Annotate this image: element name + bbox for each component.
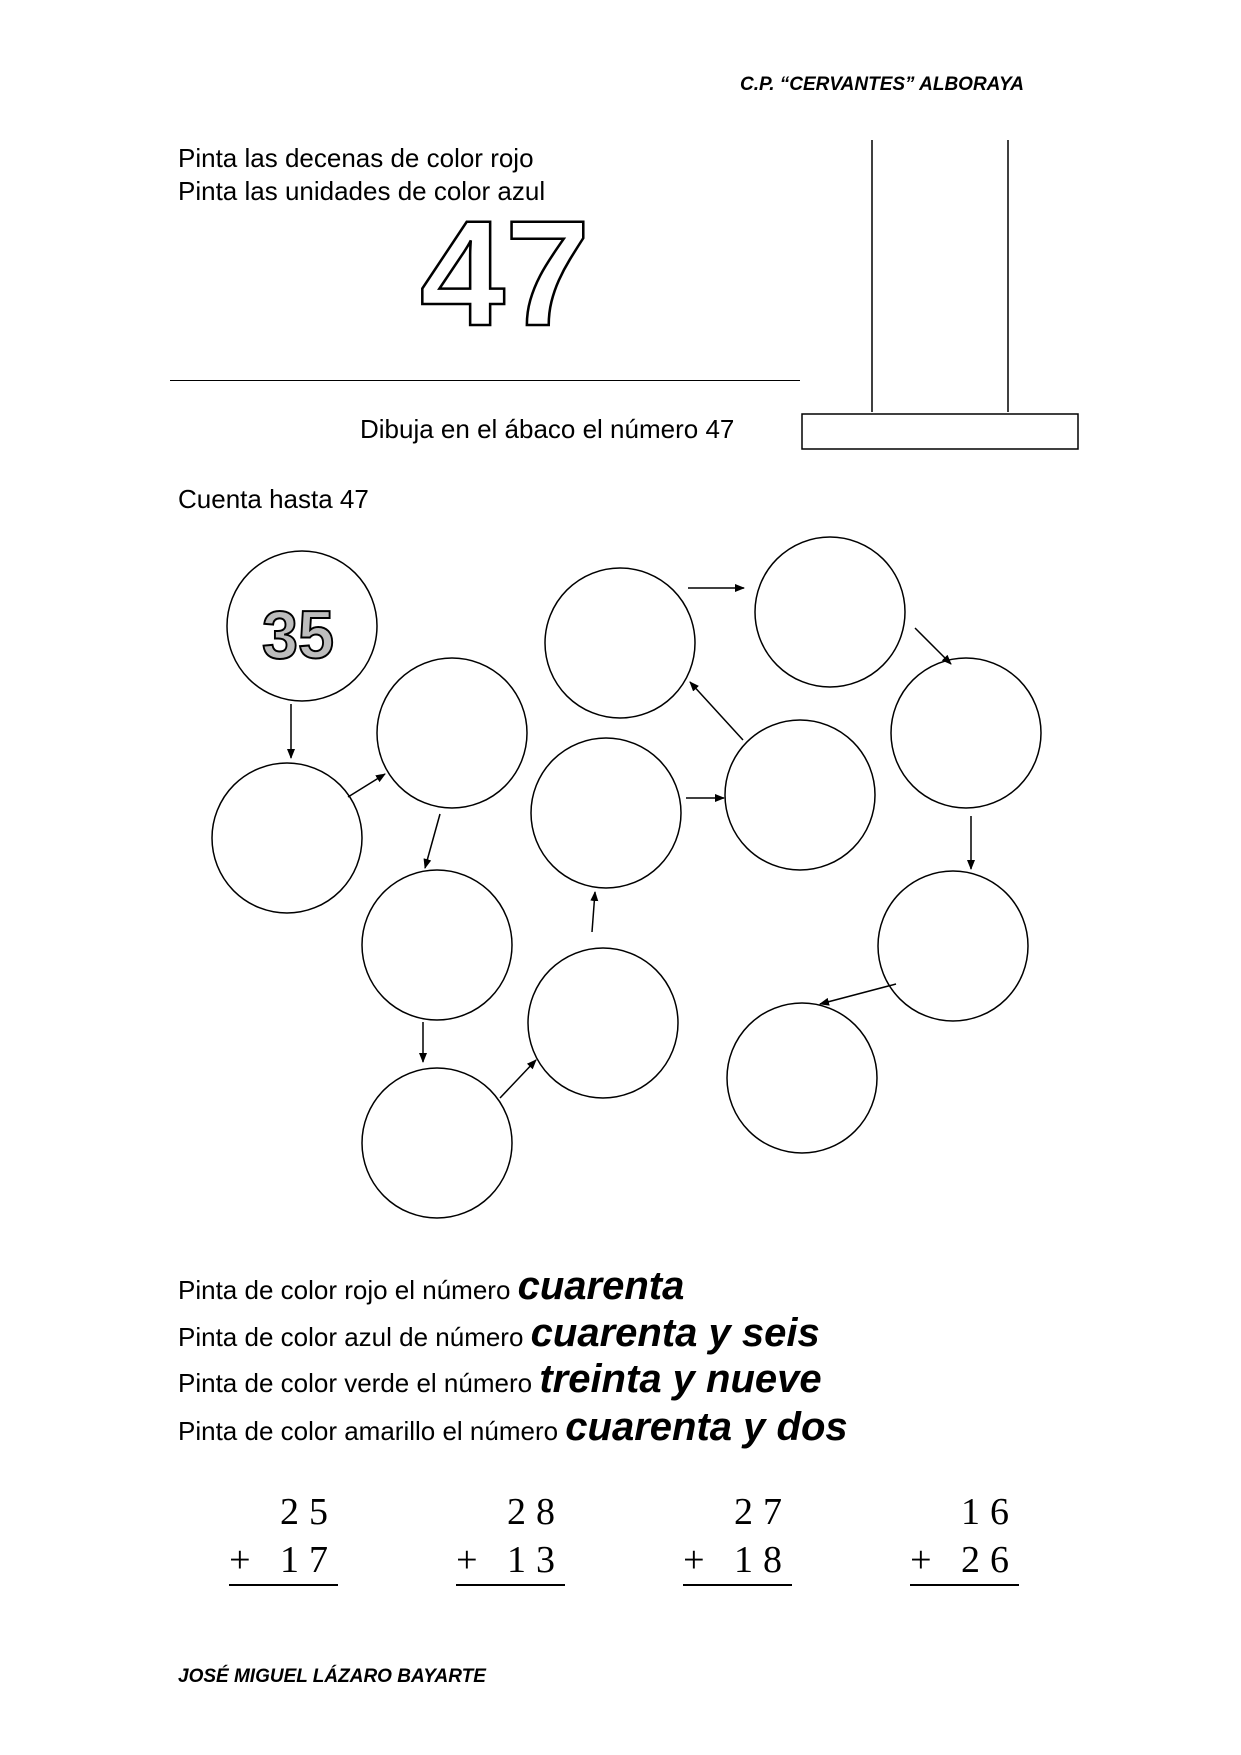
count-circle[interactable] [878,871,1028,1021]
counting-chain [0,520,1241,1240]
abacus[interactable] [790,140,1090,455]
start-number: 35 [262,597,334,673]
addend-bottom: + 13 [456,1536,565,1586]
coloring-line: Pinta de color verde el número treinta y nueve [178,1357,822,1401]
counting-title: Cuenta hasta 47 [178,484,369,514]
school-header: C.P. “CERVANTES” ALBORAYA [740,74,1024,95]
coloring-line: Pinta de color rojo el número cuarenta [178,1264,685,1308]
addition-problem[interactable] [455,1488,565,1586]
addend-top: 28 [507,1491,565,1533]
instruction-tens: Pinta las decenas de color rojo [178,143,534,173]
chain-arrow [348,774,385,797]
addition-problem[interactable] [228,1488,338,1586]
count-circle[interactable] [377,658,527,808]
count-circle[interactable] [212,763,362,913]
author-footer: JOSÉ MIGUEL LÁZARO BAYARTE [178,1666,486,1687]
chain-arrow [425,814,440,868]
count-circle[interactable] [531,738,681,888]
abacus-caption: Dibuja en el ábaco el número 47 [360,414,735,444]
addend-bottom: + 26 [910,1536,1019,1586]
addition-problem[interactable] [909,1488,1019,1586]
count-circle[interactable] [362,1068,512,1218]
count-circle[interactable] [727,1003,877,1153]
abacus-base [802,414,1078,449]
chain-arrow [500,1060,536,1098]
instruction-units: Pinta las unidades de color azul [178,176,546,206]
count-circle[interactable] [362,870,512,1020]
count-circle[interactable] [891,658,1041,808]
count-circle[interactable] [725,720,875,870]
count-circle[interactable] [528,948,678,1098]
outlined-number-text: 47 [420,205,590,335]
chain-arrow [820,984,896,1004]
addition-problem[interactable] [682,1488,792,1586]
coloring-line: Pinta de color amarillo el número cuarenta y dos [178,1405,848,1449]
outlined-number[interactable] [410,205,600,335]
addend-top: 25 [280,1491,338,1533]
coloring-line: Pinta de color azul de número cuarenta y seis [178,1311,820,1355]
chain-arrow [592,892,595,932]
addend-top: 27 [734,1491,792,1533]
addend-bottom: + 18 [683,1536,792,1586]
chain-arrow [690,682,743,740]
count-circle[interactable] [545,568,695,718]
addend-bottom: + 17 [229,1536,338,1586]
section-divider [170,380,800,381]
count-circle[interactable] [755,537,905,687]
chain-arrow [915,628,951,664]
addend-top: 16 [961,1491,1019,1533]
